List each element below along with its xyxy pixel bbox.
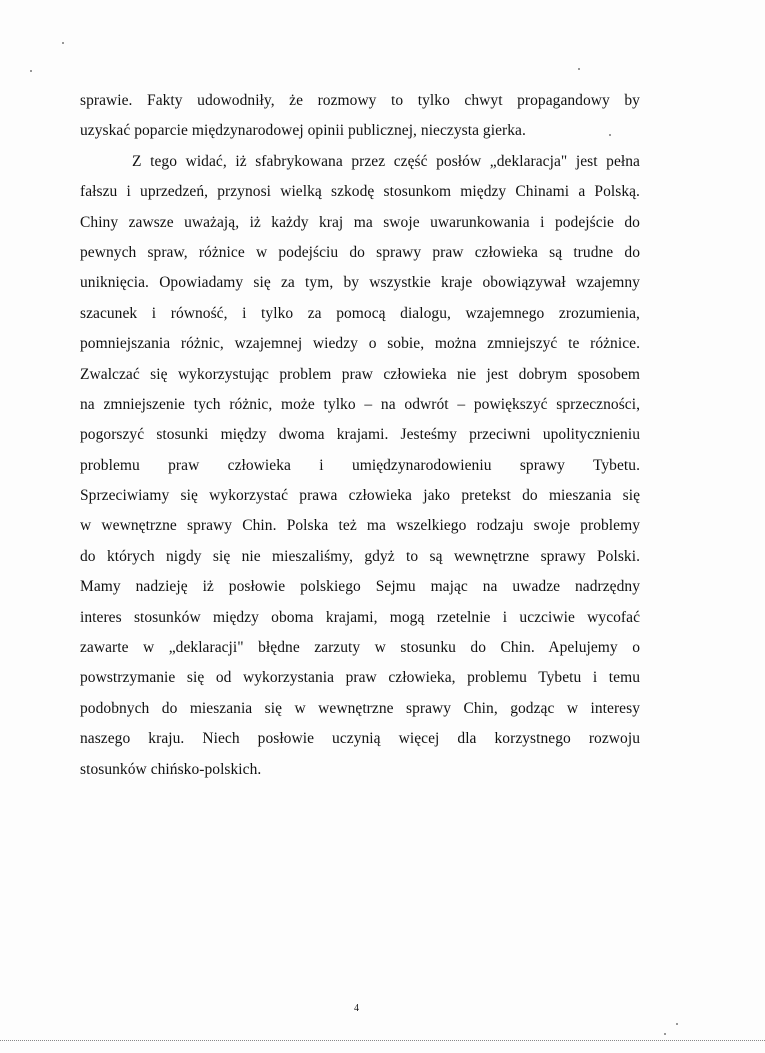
text-line: Chiny zawsze uważają, iż każdy kraj ma swoje uwarunkowania i podejście do xyxy=(80,213,640,231)
text-line: interes stosunków między oboma krajami, mogą rzetelnie i uczciwie wycofać xyxy=(80,608,640,626)
scan-speck xyxy=(676,1023,678,1025)
text-line: do których nigdy się nie mieszaliśmy, gdyż to są wewnętrzne sprawy Polski. xyxy=(80,547,640,565)
text-line: powstrzymanie się od wykorzystania praw człowieka, problemu Tybetu i temu xyxy=(80,669,640,687)
text-line: podobnych do mieszania się w wewnętrzne sprawy Chin, godząc w interesy xyxy=(80,699,640,717)
text-line: sprawie. Fakty udowodniły, że rozmowy to tylko chwyt propagandowy by xyxy=(80,92,640,109)
text-line: Zwalczać się wykorzystując problem praw człowieka nie jest dobrym sposobem xyxy=(80,365,640,383)
paragraph-first-line: Z tego widać, iż sfabrykowana przez część posłów „deklaracja" jest pełna xyxy=(132,152,640,170)
text-line: problemu praw człowieka i umiędzynarodowieniu sprawy Tybetu. xyxy=(80,456,640,474)
scan-speck xyxy=(30,70,32,72)
text-line: szacunek i równość, i tylko za pomocą dialogu, wzajemnego zrozumienia, xyxy=(80,304,640,322)
text-line: stosunków chińsko-polskich. xyxy=(80,760,262,778)
scan-speck xyxy=(664,1033,666,1035)
text-line: zawarte w „deklaracji" błędne zarzuty w stosunku do Chin. Apelujemy o xyxy=(80,639,640,657)
scan-speck xyxy=(62,42,64,44)
text-line: pomniejszania różnic, wzajemnej wiedzy o sobie, można zmniejszyć te różnice. xyxy=(80,335,640,353)
text-line: pogorszyć stosunki między dwoma krajami. Jesteśmy przeciwni upolitycznieniu xyxy=(80,426,640,444)
text-line: naszego kraju. Niech posłowie uczynią więcej dla korzystnego rozwoju xyxy=(80,730,640,748)
scan-border-line xyxy=(0,1040,765,1044)
text-line: Mamy nadzieję iż posłowie polskiego Sejmu mając na uwadze nadrzędny xyxy=(80,578,640,596)
text-line: fałszu i uprzedzeń, przynosi wielką szkodę stosunkom między Chinami a Polską. xyxy=(80,183,640,201)
body-text xyxy=(80,86,640,785)
text-line: uzyskać poparcie międzynarodowej opinii publicznej, nieczysta gierka. xyxy=(80,122,526,140)
text-line: uniknięcia. Opowiadamy się za tym, by wszystkie kraje obowiązywał wzajemny xyxy=(80,274,640,292)
text-line: w wewnętrzne sprawy Chin. Polska też ma wszelkiego rodzaju swoje problemy xyxy=(80,517,640,535)
text-line: Sprzeciwiamy się wykorzystać prawa człowieka jako pretekst do mieszania się xyxy=(80,487,640,505)
text-line: pewnych spraw, różnice w podejściu do sprawy praw człowieka są trudne do xyxy=(80,243,640,261)
scan-speck xyxy=(578,68,580,70)
scan-speck xyxy=(609,134,611,136)
page-number: 4 xyxy=(354,1003,359,1014)
text-line: na zmniejszenie tych różnic, może tylko – na odwrót – powiększyć sprzeczności, xyxy=(80,395,640,413)
